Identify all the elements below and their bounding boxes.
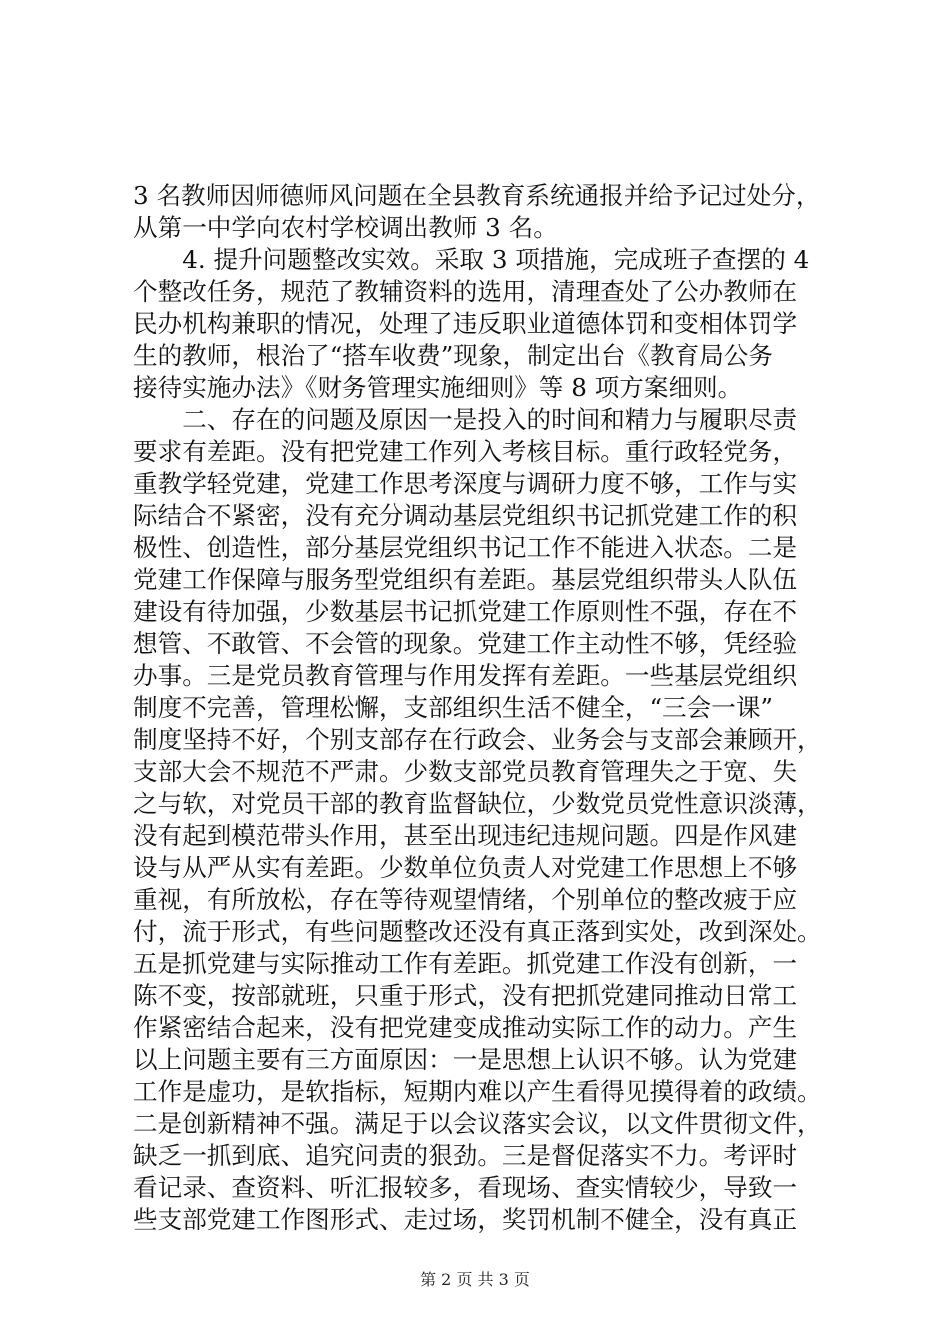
text-line: 之与软，对党员干部的教育监督缺位，少数党员党性意识淡薄， xyxy=(133,789,822,818)
text-line: 以上问题主要有三方面原因：一是思想上认识不够。认为党建 xyxy=(133,1045,798,1074)
text-line: 陈不变，按部就班，只重于形式，没有把抓党建同推动日常工 xyxy=(133,981,798,1010)
text-line: 些支部党建工作图形式、走过场，奖罚机制不健全，没有真正 xyxy=(133,1205,798,1234)
text-line: 想管、不敢管、不会管的现象。党建工作主动性不够，凭经验 xyxy=(133,629,798,658)
text-line: 际结合不紧密，没有充分调动基层党组织书记抓党建工作的积 xyxy=(133,501,798,530)
text-line: 重视，有所放松，存在等待观望情绪，个别单位的整改疲于应 xyxy=(133,885,798,914)
text-line: 要求有差距。没有把党建工作列入考核目标。重行政轻党务， xyxy=(133,437,798,466)
text-line: 办事。三是党员教育管理与作用发挥有差距。一些基层党组织 xyxy=(133,661,798,690)
text-line: 设与从严从实有差距。少数单位负责人对党建工作思想上不够 xyxy=(133,853,798,882)
text-line: 五是抓党建与实际推动工作有差距。抓党建工作没有创新，一 xyxy=(133,949,798,978)
text-line: 重教学轻党建，党建工作思考深度与调研力度不够，工作与实 xyxy=(133,469,798,498)
text-line: 缺乏一抓到底、追究问责的狠劲。三是督促落实不力。考评时 xyxy=(133,1141,798,1170)
text-line: 生的教师，根治了“搭车收费”现象，制定出台《教育局公务 xyxy=(133,341,773,370)
text-line: 接待实施办法》《财务管理实施细则》等 8 项方案细则。 xyxy=(133,373,743,402)
text-line: 4. 提升问题整改实效。采取 3 项措施，完成班子查摆的 4 xyxy=(133,245,810,274)
text-line: 付，流于形式，有些问题整改还没有真正落到实处，改到深处。 xyxy=(133,917,822,946)
text-line: 制度不完善，管理松懈，支部组织生活不健全，“三会一课” xyxy=(133,693,773,722)
text-line: 没有起到模范带头作用，甚至出现违纪违规问题。四是作风建 xyxy=(133,821,798,850)
text-line: 工作是虚功，是软指标，短期内难以产生看得见摸得着的政绩。 xyxy=(133,1077,822,1106)
text-line: 建设有待加强，少数基层书记抓党建工作原则性不强，存在不 xyxy=(133,597,798,626)
document-body xyxy=(133,180,853,1236)
text-line: 个整改任务，规范了教辅资料的选用，清理查处了公办教师在 xyxy=(133,277,798,306)
page-number: 第 2 页 共 3 页 xyxy=(420,1270,530,1289)
text-line: 从第一中学向农村学校调出教师 3 名。 xyxy=(133,213,558,242)
text-line: 支部大会不规范不严肃。少数支部党员教育管理失之于宽、失 xyxy=(133,757,798,786)
text-line: 极性、创造性，部分基层党组织书记工作不能进入状态。二是 xyxy=(133,533,798,562)
text-line: 二、存在的问题及原因一是投入的时间和精力与履职尽责 xyxy=(133,405,798,434)
text-line: 党建工作保障与服务型党组织有差距。基层党组织带头人队伍 xyxy=(133,565,798,594)
text-line: 作紧密结合起来，没有把党建变成推动实际工作的动力。产生 xyxy=(133,1013,798,1042)
text-line: 3 名教师因师德师风问题在全县教育系统通报并给予记过处分， xyxy=(133,181,821,210)
text-line: 民办机构兼职的情况，处理了违反职业道德体罚和变相体罚学 xyxy=(133,309,798,338)
text-line: 看记录、查资料、听汇报较多，看现场、查实情较少，导致一 xyxy=(133,1173,798,1202)
text-line: 二是创新精神不强。满足于以会议落实会议，以文件贯彻文件， xyxy=(133,1109,822,1138)
text-line: 制度坚持不好，个别支部存在行政会、业务会与支部会兼顾开， xyxy=(133,725,822,754)
